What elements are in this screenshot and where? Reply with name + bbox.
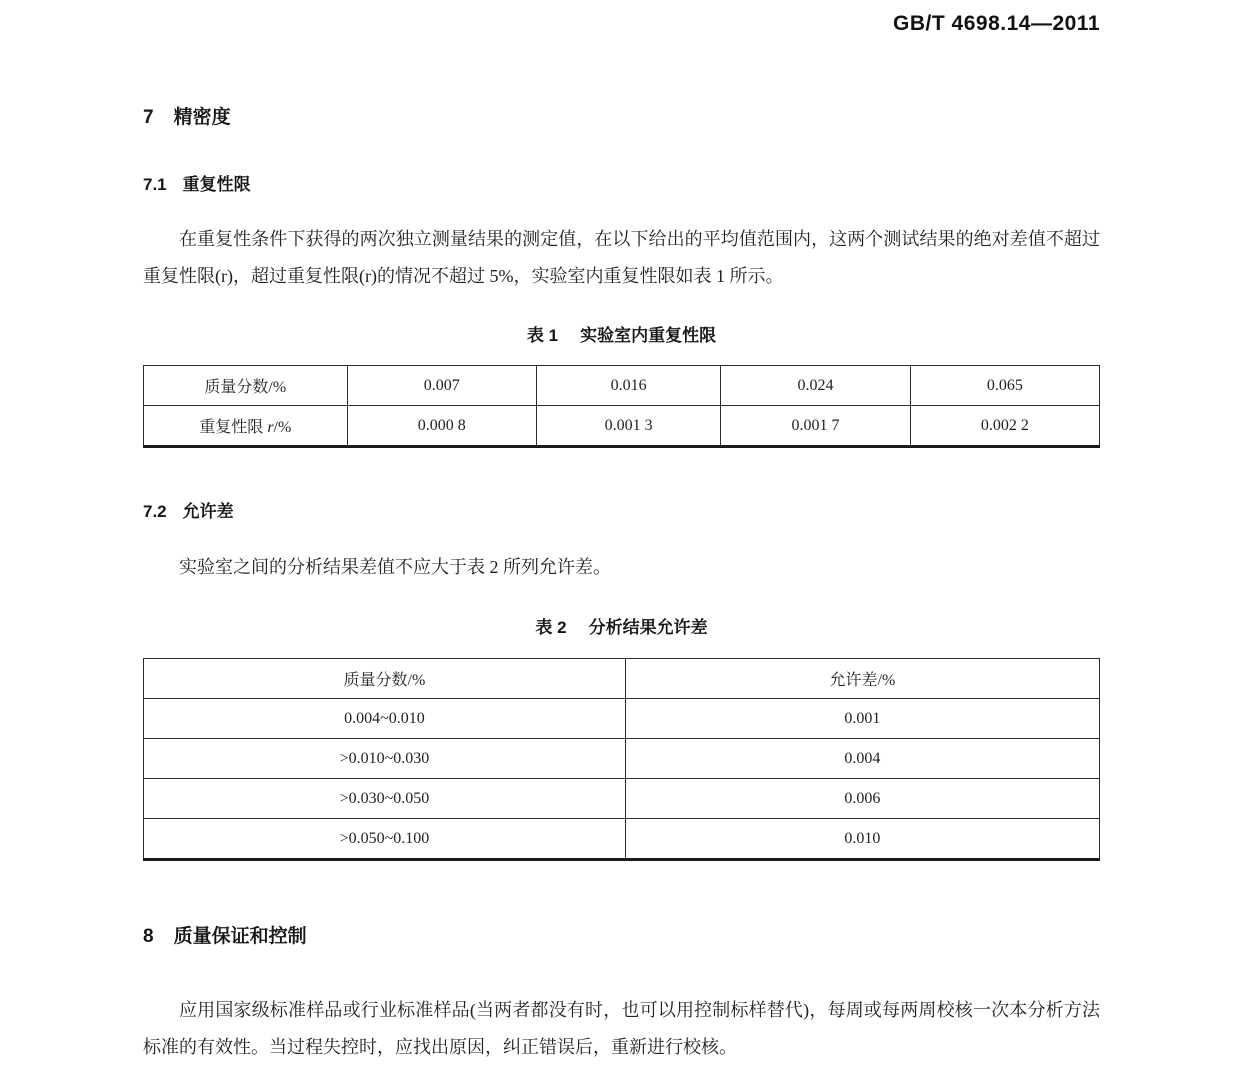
table-cell: 0.004 [625,739,1099,779]
section-title: 重复性限 [182,175,251,194]
table-1-caption-label: 表 1 [526,326,559,345]
section-title: 允许差 [182,502,234,521]
table-cell: >0.030~0.050 [144,779,626,819]
table-2-allowed-differences [143,658,1100,861]
paragraph-repeatability: 在重复性条件下获得的两次独立测量结果的测定值，在以下给出的平均值范围内，这两个测试结果的绝对差值不超过重复性限(r)，超过重复性限(r)的情况不超过 5%，实验室内重复性限如表 1 所示。 [143,229,1100,286]
table-cell: 0.010 [625,819,1099,860]
table-cell: 0.002 2 [910,406,1099,447]
table-cell: 0.065 [910,366,1099,406]
table-1-repeatability-limits [143,365,1100,448]
table-1-caption [143,321,1100,346]
section-heading-7-1 [143,170,1100,195]
table-cell: 0.004~0.010 [144,699,626,739]
table-row [144,779,1100,819]
table-row [144,406,1100,447]
table-2-caption [143,613,1100,638]
section-heading-8 [143,921,1100,948]
table-cell: 0.007 [347,366,536,406]
doc-number: GB/T 4698.14—2011 [893,12,1100,35]
table-cell: 0.001 [625,699,1099,739]
page-content [143,0,1100,1066]
column-header-cell: 允许差/% [625,659,1099,699]
table-header-row [144,659,1100,699]
table-2-caption-label: 表 2 [535,618,567,637]
section-title: 精密度 [173,107,231,128]
section-number: 7 [143,107,154,128]
table-cell: 0.006 [625,779,1099,819]
table-cell: 0.001 7 [721,406,910,447]
section-heading-7 [143,102,1100,129]
row-label-cell [144,406,348,447]
table-row [144,819,1100,860]
table-cell: 0.001 3 [536,406,721,447]
table-row [144,699,1100,739]
section-number: 7.1 [143,175,167,194]
section-number: 7.2 [143,502,167,521]
row-label-text: 重复性限 [199,419,268,436]
section-heading-7-2 [143,497,1100,522]
table-cell: 0.000 8 [347,406,536,447]
variable-r: r [267,419,274,436]
table-cell: >0.010~0.030 [144,739,626,779]
table-1-caption-title: 实验室内重复性限 [580,326,717,345]
section-number: 8 [143,926,154,947]
row-label-cell: 质量分数/% [144,366,348,406]
table-2-caption-title: 分析结果允许差 [588,618,708,637]
paragraph-tolerance: 实验室之间的分析结果差值不应大于表 2 所列允许差。 [179,557,611,577]
table-cell: 0.024 [721,366,910,406]
table-row [144,366,1100,406]
column-header-cell: 质量分数/% [144,659,626,699]
paragraph-quality-control: 应用国家级标准样品或行业标准样品(当两者都没有时，也可以用控制标样替代)，每周或每两周校核一次本分析方法标准的有效性。当过程失控时，应找出原因，纠正错误后，重新进行校核。 [143,1000,1100,1057]
table-row [144,739,1100,779]
row-label-unit: /% [273,419,292,436]
section-title: 质量保证和控制 [173,926,307,947]
table-cell: 0.016 [536,366,721,406]
table-cell: >0.050~0.100 [144,819,626,860]
